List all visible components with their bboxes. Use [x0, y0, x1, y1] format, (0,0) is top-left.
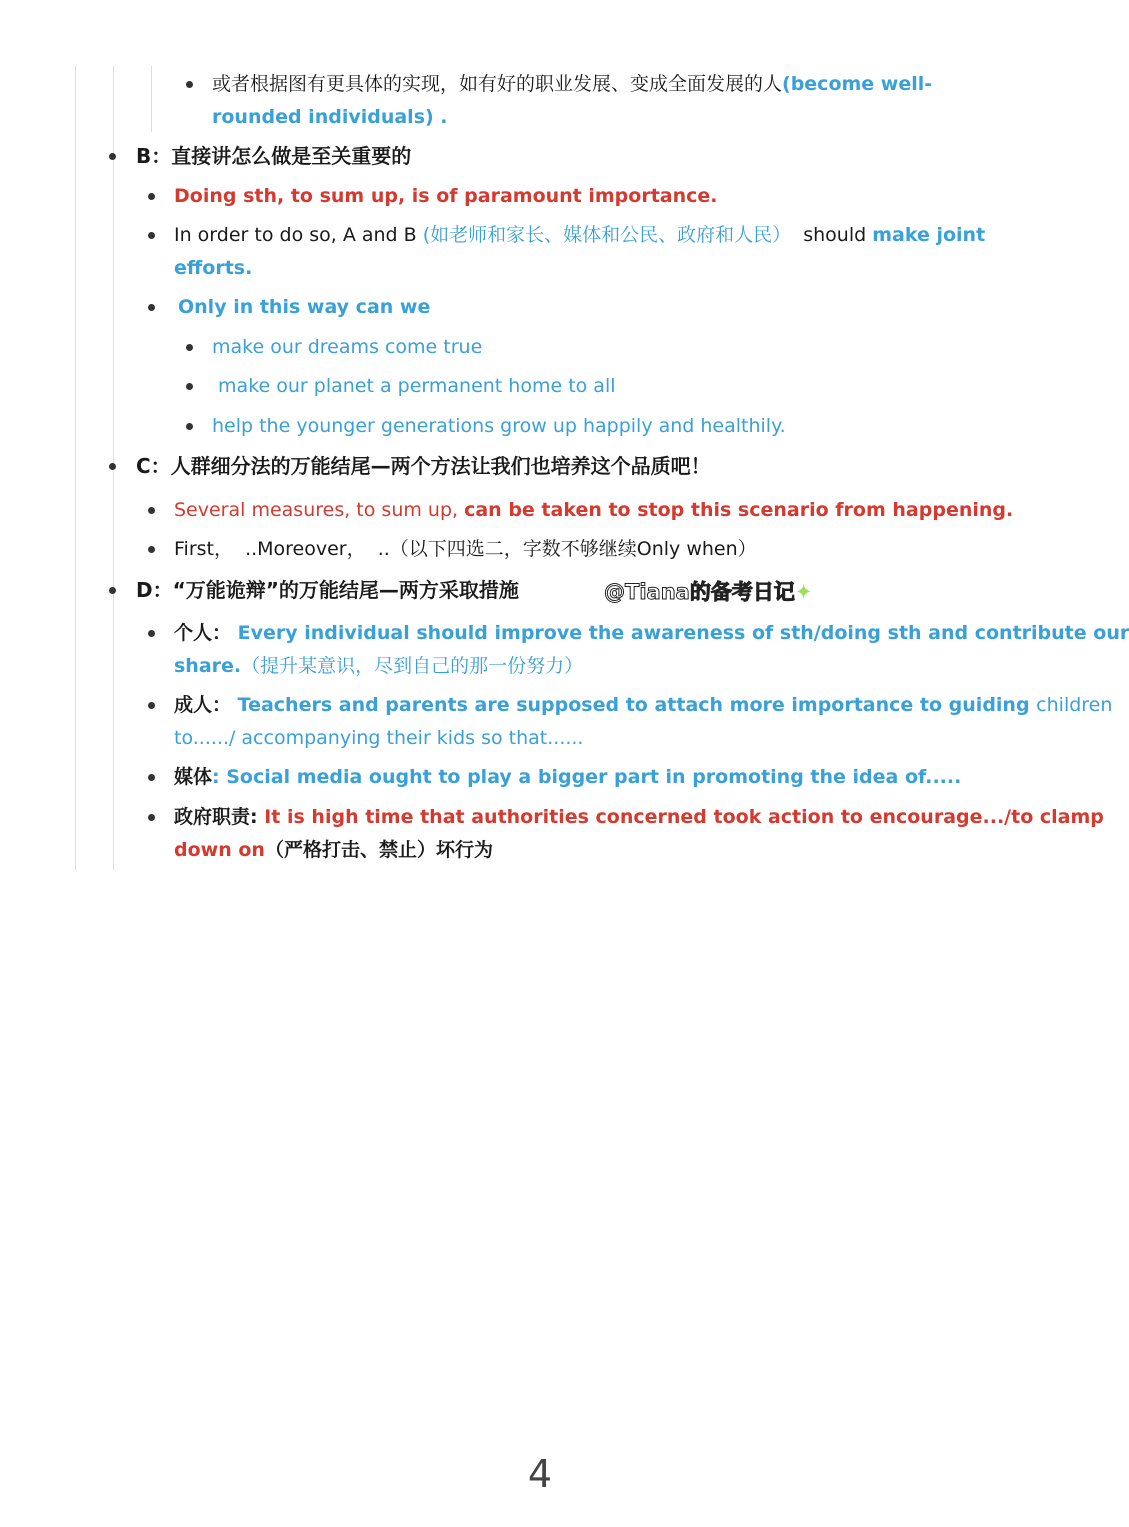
- item-text: make our planet a permanent home to all: [212, 375, 616, 397]
- bullet-icon: [109, 153, 116, 160]
- bullet-icon: [186, 81, 193, 88]
- sparkle-icon: ✦: [794, 580, 813, 604]
- item-label: 媒体: [174, 766, 213, 788]
- item-text: Every individual should improve the awareness of sth/doing sth and contribute our: [231, 622, 1129, 644]
- bullet-icon: [148, 774, 155, 781]
- outline-guide-line: [151, 66, 152, 132]
- bullet-icon: [148, 193, 155, 200]
- bullet-icon: [148, 814, 155, 821]
- item-text-english-cont: rounded individuals) .: [212, 106, 448, 128]
- item-text: 或者根据图有更具体的实现，如有好的职业发展、变成全面发展的人: [212, 73, 783, 95]
- item-text: Only in this way can we: [178, 296, 431, 318]
- item-text: In order to do so, A and B: [174, 224, 423, 246]
- bullet-icon: [148, 507, 155, 514]
- bullet-icon: [186, 344, 193, 351]
- item-text: Several measures, to sum up,: [174, 499, 465, 521]
- item-text: make our dreams come true: [212, 336, 483, 358]
- bullet-icon: [148, 546, 155, 553]
- heading-text: D：“万能诡辩”的万能结尾—两方采取措施: [136, 578, 519, 602]
- bullet-icon: [148, 630, 155, 637]
- item-text: Doing sth, to sum up, is of paramount importance.: [174, 185, 718, 207]
- heading-text: B：直接讲怎么做是至关重要的: [136, 144, 412, 168]
- watermark-text: @Tiana的备考日记: [604, 580, 795, 604]
- bullet-icon: [148, 702, 155, 709]
- item-label: 成人：: [174, 694, 232, 716]
- bullet-icon: [186, 423, 193, 430]
- item-text-cont: share.: [174, 655, 242, 677]
- outline-guide-line: [75, 66, 76, 870]
- item-text-phrase-cont: efforts.: [174, 257, 253, 279]
- item-text: : Social media ought to play a bigger part in promoting the idea of.....: [212, 766, 962, 788]
- bullet-icon: [109, 463, 116, 470]
- item-text-translation: （提升某意识，尽到自己的那一份努力）: [241, 655, 584, 677]
- item-label: 政府职责:: [174, 806, 258, 828]
- item-text: should: [791, 224, 873, 246]
- item-text-examples: (如老师和家长、媒体和公民、政府和人民）: [422, 224, 792, 246]
- heading-text: C：人群细分法的万能结尾—两个方法让我们也培养这个品质吧！: [136, 454, 711, 478]
- item-text-cont: down on: [174, 839, 265, 861]
- item-text-phrase: make joint: [872, 224, 986, 246]
- bullet-icon: [109, 587, 116, 594]
- item-text-english: (become well-: [782, 73, 933, 95]
- item-text-translation: （严格打击、禁止）坏行为: [264, 839, 493, 861]
- watermark: [604, 576, 812, 606]
- bullet-icon: [148, 232, 155, 239]
- bullet-icon: [148, 304, 155, 311]
- page-number: 4: [527, 1452, 553, 1496]
- bullet-icon: [186, 383, 193, 390]
- item-text-cont: to....../ accompanying their kids so that......: [174, 727, 584, 749]
- item-text-emphasis: can be taken to stop this scenario from happening.: [464, 499, 1014, 521]
- item-text: First， ..Moreover， ..（以下四选二，字数不够继续Only when）: [174, 538, 757, 560]
- item-text: It is high time that authorities concerned took action to encourage.../to clamp: [257, 806, 1104, 828]
- item-text: children: [1036, 694, 1113, 716]
- item-text: Teachers and parents are supposed to attach more importance to guiding: [231, 694, 1037, 716]
- item-text: help the younger generations grow up happily and healthily.: [212, 415, 786, 437]
- item-label: 个人：: [174, 622, 232, 644]
